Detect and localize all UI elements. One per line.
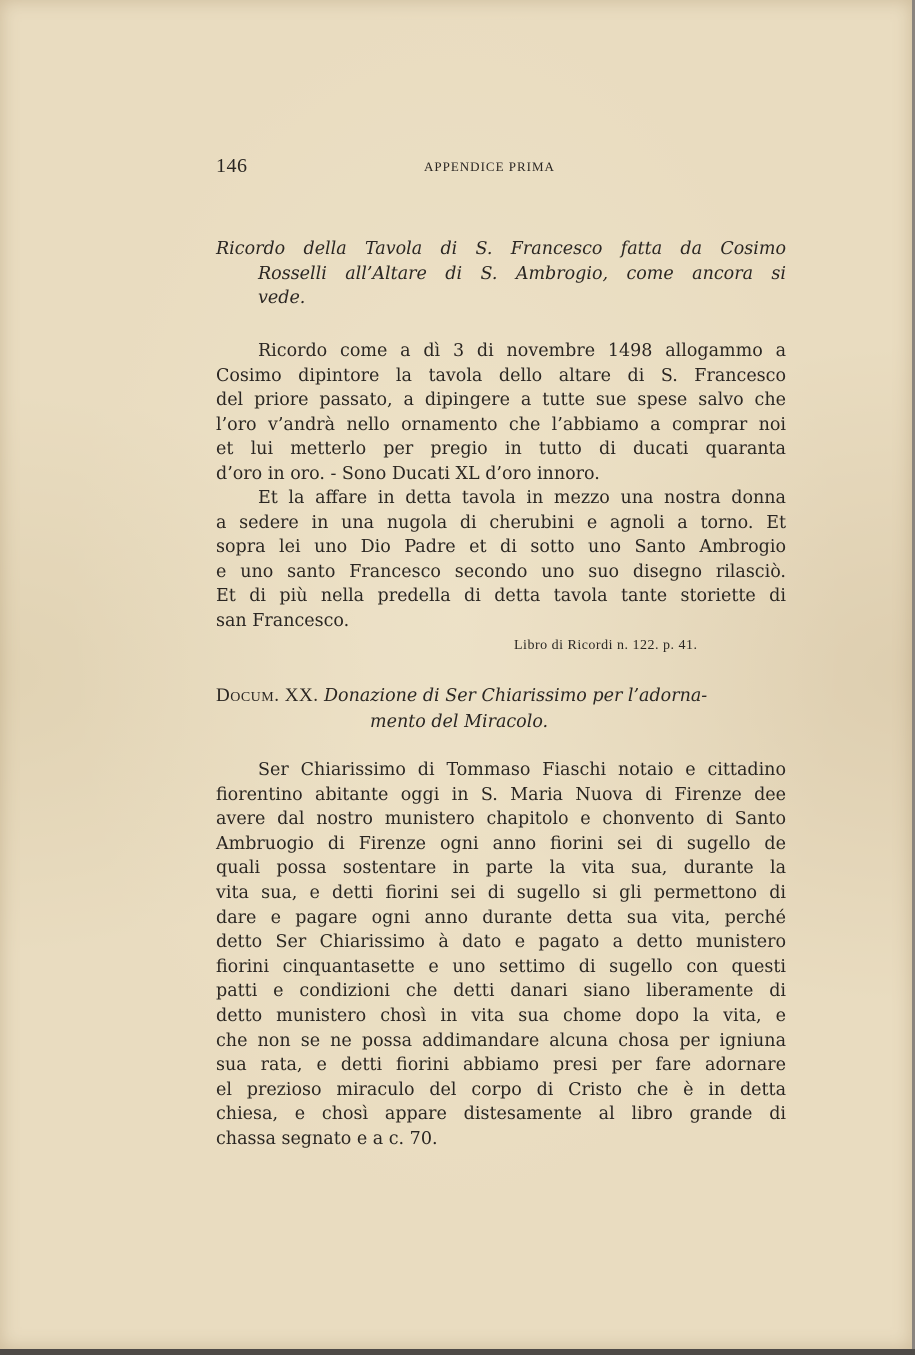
text-line: sopra lei uno Dio Padre et di sotto uno Santo Ambrogio (216, 537, 786, 558)
page-number: 146 (216, 155, 248, 177)
text-line: Cosimo dipintore la tavola dello altare di S. Francesco (216, 365, 786, 386)
text-line: del priore passato, a dipingere a tutte sue spese salvo che (216, 390, 786, 411)
document-label-number: . XX. (274, 685, 319, 706)
ricordo-title-line: Ricordo della Tavola di S. Francesco fatta da Cosimo (216, 239, 786, 259)
text-line: el prezioso miraculo del corpo di Cristo che è in detta (216, 1079, 786, 1100)
text-line: vita sua, e detti fiorini sei di sugello si gli permettono di (216, 882, 786, 903)
text-line: chiesa, e chosì appare distesamente al libro grande di (216, 1104, 786, 1125)
document-heading (216, 683, 786, 735)
text-line: Ricordo come a dì 3 di novembre 1498 allogammo a (258, 341, 786, 361)
text-line: Et la affare in detta tavola in mezzo una nostra donna (258, 488, 786, 508)
text-line: dare e pagare ogni anno durante detta sua vita, perché (216, 907, 786, 928)
text-line: patti e condizioni che detti danari siano liberamente di (216, 981, 786, 1002)
text-line: d’oro in oro. - Sono Ducati XL d’oro innoro. (216, 463, 600, 484)
text-line: detto munistero chosì in vita sua chome dopo la vita, e (216, 1005, 786, 1026)
running-head: APPENDICE PRIMA (424, 159, 555, 174)
ricordo-title-line: Rosselli all’Altare di S. Ambrogio, come ancora si (258, 263, 786, 284)
paragraph-description (216, 486, 786, 634)
source-reference: Libro di Ricordi n. 122. p. 41. (514, 638, 698, 653)
text-line: et lui metterlo per pregio in tutto di ducati quaranta (216, 439, 786, 460)
text-line: Ambruogio di Firenze ogni anno fiorini sei di sugello de (216, 833, 786, 854)
text-line: quali possa sostentare in parte la vita sua, durante la (216, 858, 786, 879)
text-line: san Francesco. (216, 610, 350, 631)
document-label-smallcaps: OCUM (230, 690, 275, 705)
paragraph-ricordo (216, 339, 786, 487)
document-title-line: mento del Miracolo. (370, 712, 549, 732)
text-line: avere dal nostro munistero chapitolo e chonvento di Santo (216, 809, 786, 830)
text-line: chassa segnato e a c. 70. (216, 1128, 438, 1149)
document-label-initial: D (216, 685, 231, 706)
page-bottom-edge (0, 1349, 915, 1355)
paragraph-donazione (216, 758, 786, 1152)
text-line: detto Ser Chiarissimo à dato e pagato a detto munistero (216, 932, 786, 953)
text-line: sua rata, e detti fiorini abbiamo presi per fare adornare (216, 1055, 786, 1076)
text-line: e uno santo Francesco secondo uno suo disegno rilasciò. (216, 561, 786, 582)
document-label (216, 685, 318, 706)
ricordo-title (216, 237, 786, 311)
document-title-line: Donazione di Ser Chiarissimo per l’adorna- (324, 686, 708, 706)
text-line: Et di più nella predella di detta tavola tante storiette di (216, 586, 786, 607)
text-line: Ser Chiarissimo di Tommaso Fiaschi notaio e cittadino (258, 760, 786, 780)
text-line: a sedere in una nugola di cherubini e agnoli a torno. Et (216, 512, 786, 533)
text-line: fiorentino abitante oggi in S. Maria Nuova di Firenze dee (216, 784, 786, 805)
text-line: l’oro v’andrà nello ornamento che l’abbiamo a comprar noi (216, 414, 786, 435)
text-line: fiorini cinquantasette e uno settimo di sugello con questi (216, 956, 786, 977)
ricordo-title-line: vede. (258, 288, 306, 309)
text-line: che non se ne possa addimandare alcuna chosa per igniuna (216, 1030, 786, 1051)
